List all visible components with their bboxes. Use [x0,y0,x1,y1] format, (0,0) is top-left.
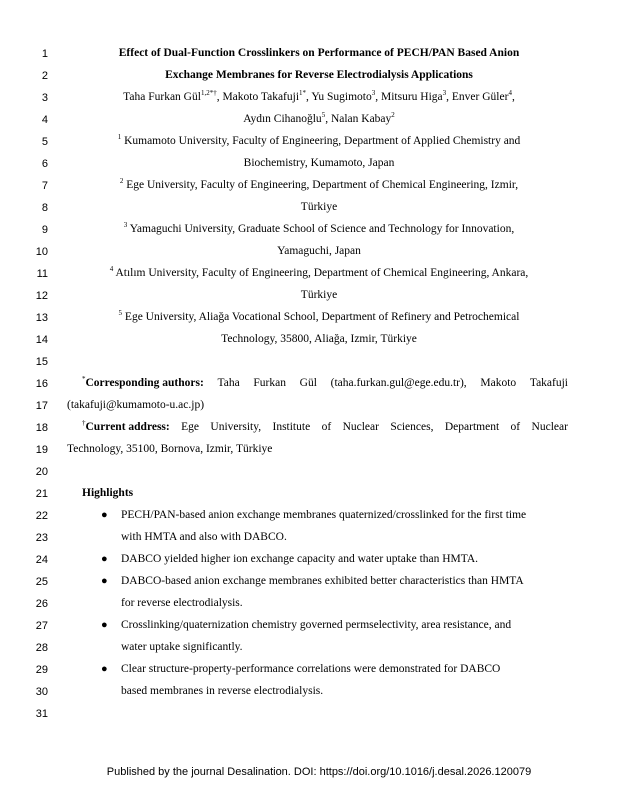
line-number: 8 [41,202,48,214]
line-number: 14 [35,334,48,346]
current-address-word: Institute [272,421,311,433]
line-number: 31 [35,708,48,720]
line-number: 13 [35,312,48,324]
line-number: 28 [35,642,48,654]
author-name: Yu Sugimoto [311,91,372,103]
affiliation-3-line-1 [0,223,638,235]
affiliation-4-line-1 [0,267,638,279]
current-address-word: Nuclear [342,421,379,433]
line-number: 24 [35,554,48,566]
current-address-word: of [510,421,521,433]
author-affiliation-mark: 1* [299,89,307,98]
corresponding-authors-line-1 [82,377,568,389]
line-number: 3 [41,92,48,104]
affiliation-text: Kumamoto University, Faculty of Engineering, Department of Applied Chemistry and [124,135,521,147]
affiliation-4-line-2: Türkiye [300,289,338,301]
highlight-item-1-line-1: PECH/PAN-based anion exchange membranes quaternized/crosslinked for the first time [121,509,527,521]
author-name: Taha Furkan Gül [123,91,201,103]
line-number: 12 [35,290,48,302]
bullet-icon: ● [101,663,108,675]
author-name: Makoto Takafuji [222,91,300,103]
line-number: 2 [41,70,48,82]
current-address-word: Department [444,421,500,433]
current-address-word: of [321,421,332,433]
affiliation-text: Atılım University, Faculty of Engineering, Department of Chemical Engineering, Ankara, [115,267,529,279]
line-number: 11 [36,268,48,280]
affiliation-2-line-2: Türkiye [300,201,338,213]
affiliation-mark: 2 [119,177,124,186]
affiliation-mark: 5 [118,309,123,318]
line-number: 6 [41,158,48,170]
line-number: 27 [35,620,48,632]
corresponding-word: Makoto [480,377,517,389]
affiliation-mark: 1 [117,133,122,142]
bullet-icon: ● [101,575,108,587]
corresponding-word: Takafuji [529,377,568,389]
affiliation-5-line-1 [0,311,638,323]
paper-title-line-1: Effect of Dual-Function Crosslinkers on Performance of PECH/PAN Based Anion [118,47,520,59]
line-number: 7 [41,180,48,192]
highlight-item-5-line-2: based membranes in reverse electrodialysis. [121,685,324,697]
affiliation-mark: 3 [123,221,128,230]
line-number: 20 [35,466,48,478]
line-number: 19 [35,444,48,456]
current-address-line-2: Technology, 35100, Bornova, Izmir, Türkiye [67,443,273,455]
current-address-word: Nuclear [531,421,568,433]
affiliation-3-line-2: Yamaguchi, Japan [277,245,361,257]
author-name: Mitsuru Higa [381,91,443,103]
line-number: 22 [35,510,48,522]
author-list-line-1: Taha Furkan Gül$^{1,2*\dagger}$, Makoto Takafuji$^{1*}$, Yu Sugimoto$^3$, Mitsuru Higa$^3$, Enver Güler$^4$, [123,89,515,103]
author-affiliation-mark: 3 [371,89,376,98]
current-address-line-1 [82,421,568,433]
line-number: 5 [41,136,48,148]
highlight-item-3-line-1: DABCO-based anion exchange membranes exhibited better characteristics than HMTA [121,575,524,587]
line-number: 23 [35,532,48,544]
line-number: 21 [35,488,48,500]
author-affiliation-mark: 5 [321,111,326,120]
affiliation-text: Ege University, Aliağa Vocational School, Department of Refinery and Petrochemical [124,311,520,323]
affiliation-text: Yamaguchi University, Graduate School of Science and Technology for Innovation, [129,223,515,235]
line-number: 29 [35,664,48,676]
affiliation-mark: 4 [109,265,114,274]
author-affiliation-mark: 1,2*† [200,89,217,98]
publication-footer: Published by the journal Desalination. DOI: https://doi.org/10.1016/j.desal.2026.120079 [106,766,532,778]
line-number: 9 [41,224,48,236]
highlight-item-5-line-1: Clear structure-property-performance correlations were demonstrated for DABCO [121,663,501,675]
affiliation-2-line-1 [0,179,638,191]
line-number: 10 [35,246,48,258]
corresponding-word: Gül [299,377,317,389]
paper-title-line-2: Exchange Membranes for Reverse Electrodialysis Applications [165,69,473,81]
author-name: Enver Güler [451,91,509,103]
highlight-item-2-line-1: DABCO yielded higher ion exchange capacity and water uptake than HMTA. [121,553,479,565]
highlight-item-4-line-1: Crosslinking/quaternization chemistry governed permselectivity, area resistance, and [121,619,512,631]
current-address-word: Ege [181,421,200,433]
author-affiliation-mark: 4 [508,89,512,98]
current-address-label: †Current address: [82,419,170,433]
line-number: 26 [35,598,48,610]
affiliation-5-line-2: Technology, 35800, Aliağa, Izmir, Türkiye [221,333,417,345]
highlight-item-1-line-2: with HMTA and also with DABCO. [121,531,287,543]
bullet-icon: ● [101,619,108,631]
corresponding-word: Furkan [253,377,286,389]
affiliation-1-line-1 [0,135,638,147]
bullet-icon: ● [101,509,108,521]
line-number: 17 [35,400,48,412]
highlight-item-4-line-2: water uptake significantly. [121,641,243,653]
author-list-line-2: Aydın Cihanoğlu$^5$, Nalan Kabay$^2$ [243,111,395,125]
author-name: Aydın Cihanoğlu [243,113,322,125]
corresponding-label: *Corresponding authors: [82,375,204,389]
current-address-mark: † [82,419,86,428]
line-number: 25 [35,576,48,588]
current-address-word: University, [210,421,262,433]
corresponding-word: Taha [217,377,240,389]
author-affiliation-mark: 3 [442,89,447,98]
affiliation-text: Ege University, Faculty of Engineering, Department of Chemical Engineering, Izmir, [126,179,519,191]
line-number: 18 [35,422,48,434]
corresponding-email: (taha.furkan.gul@ege.edu.tr), [330,377,467,389]
line-number: 16 [35,378,48,390]
author-affiliation-mark: 2 [391,111,395,120]
corresponding-authors-line-2: (takafuji@kumamoto-u.ac.jp) [67,399,205,411]
author-name: Nalan Kabay [330,113,392,125]
highlight-item-3-line-2: for reverse electrodialysis. [121,597,243,609]
highlights-heading: Highlights [82,487,134,499]
line-number: 4 [41,114,48,126]
line-number: 30 [35,686,48,698]
affiliation-1-line-2: Biochemistry, Kumamoto, Japan [243,157,395,169]
bullet-icon: ● [101,553,108,565]
current-address-word: Sciences, [390,421,434,433]
line-number: 15 [35,356,48,368]
line-number: 1 [41,48,48,60]
corresponding-mark: * [82,375,86,384]
